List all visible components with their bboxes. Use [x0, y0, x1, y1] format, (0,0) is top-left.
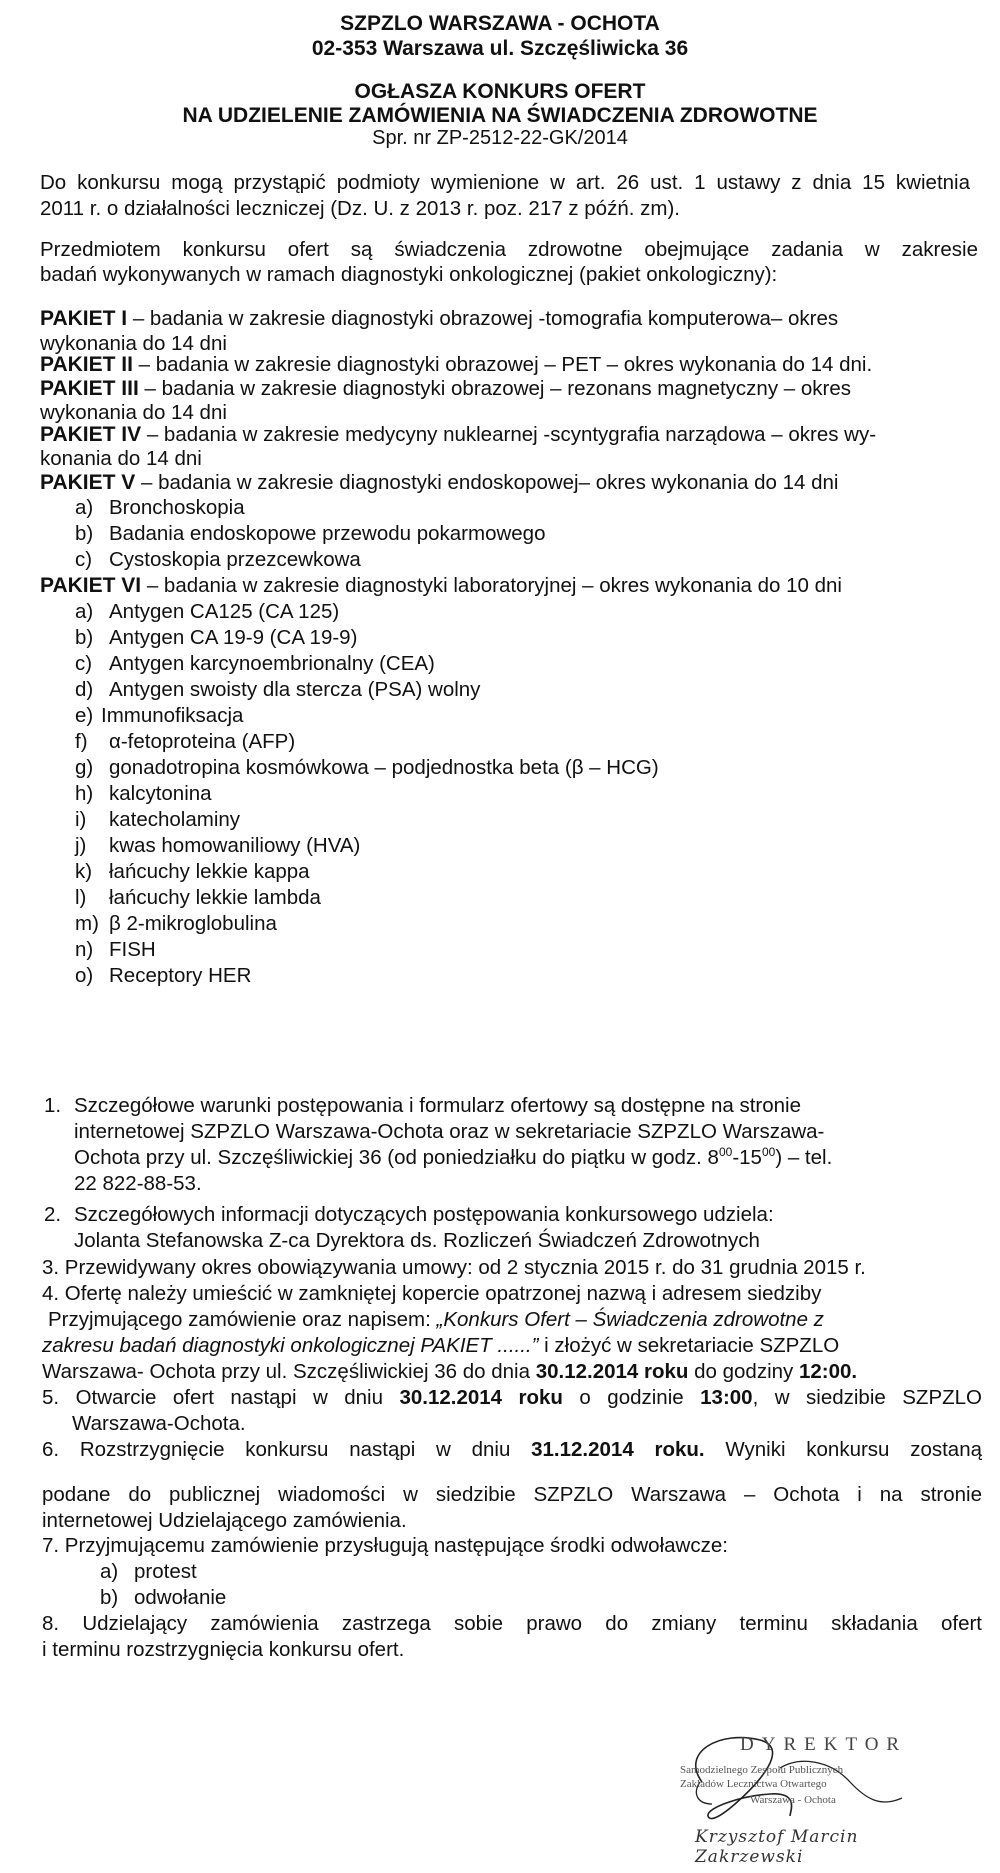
point-7-list: [100, 1559, 226, 1611]
list-item: c) Cystoskopia przezcewkowa: [75, 548, 361, 571]
point-5: 5. Otwarcie ofert nastąpi w dniu 30.12.2014 roku o godzinie 13:00, w siedzibie SZPZLO Warszawa-Ochota.: [42, 1386, 982, 1435]
point-8: 8. Udzielający zamówienia zastrzega sobie prawo do zmiany terminu składania ofert i terminu rozstrzygnięcia konkursu ofert.: [42, 1612, 982, 1661]
list-item: l) łańcuchy lekkie lambda: [75, 886, 321, 909]
package-3: [40, 376, 851, 402]
package-3-line-2: wykonania do 14 dni: [40, 401, 227, 424]
package-4-desc: – badania w zakresie medycyny nuklearnej -scyntygrafia narządowa – okres wy-: [141, 423, 877, 446]
list-item: g) gonadotropina kosmówkowa – podjednostka beta (β – HCG): [75, 756, 659, 779]
list-item: j) kwas homowaniliowy (HVA): [75, 834, 361, 857]
point-3: 3. Przewidywany okres obowiązywania umowy: od 2 stycznia 2015 r. do 31 grudnia 2015 r.: [42, 1256, 866, 1279]
list-item: n) FISH: [75, 938, 156, 961]
package-2: [40, 352, 872, 378]
organization-name: SZPZLO WARSZAWA - OCHOTA: [340, 12, 660, 35]
package-4-label: PAKIET IV: [40, 423, 142, 446]
point-1: 1. Szczegółowe warunki postępowania i formularz ofertowy są dostępne na stronie internetowej SZPZLO Warszawa-Ochota oraz w sekretariacie SZPZLO Warszawa- Ochota przy ul. Szczęśliwickiej 36 (od poniedziałku do piątku w godz. $8^{00}-15^{00}$) – tel. 22 822-88-53.: [44, 1094, 833, 1195]
package-5-list: [75, 495, 546, 573]
package-5: [40, 470, 838, 496]
package-6-label: PAKIET VI: [40, 574, 142, 597]
list-item: o) Receptory HER: [75, 964, 252, 987]
list-item: b) odwołanie: [100, 1586, 227, 1609]
list-item: h) kalcytonina: [75, 782, 212, 805]
package-1-label: PAKIET I: [40, 307, 128, 330]
announcement-subtitle: NA UDZIELENIE ZAMÓWIENIA NA ŚWIADCZENIA ZDROWOTNE: [182, 104, 818, 127]
point-2: 2. Szczegółowych informacji dotyczących postępowania konkursowego udziela: Jolanta Stefanowska Z-ca Dyrektora ds. Rozliczeń Świadczeń Zdrowotnych: [44, 1203, 774, 1252]
list-item: a) Bronchoskopia: [75, 496, 245, 519]
package-2-label: PAKIET II: [40, 353, 133, 376]
point-6: 6. Rozstrzygnięcie konkursu nastąpi w dniu 31.12.2014 roku. Wyniki konkursu zostaną: [42, 1438, 982, 1461]
list-item: d) Antygen swoisty dla stercza (PSA) wolny: [75, 678, 481, 701]
signature-block: [640, 1712, 960, 1867]
package-1-line-2: wykonania do 14 dni: [40, 332, 227, 355]
list-item: b) Antygen CA 19-9 (CA 19-9): [75, 626, 358, 649]
subject-line-2: badań wykonywanych w ramach diagnostyki onkologicznej (pakiet onkologiczny):: [40, 263, 778, 286]
list-item: e) Immunofiksacja: [75, 704, 244, 727]
point-7: 7. Przyjmującemu zamówienie przysługują następujące środki odwoławcze:: [42, 1534, 728, 1557]
list-item: a) Antygen CA125 (CA 125): [75, 600, 340, 623]
package-6-desc: – badania w zakresie diagnostyki laboratoryjnej – okres wykonania do 10 dni: [141, 574, 842, 597]
package-5-desc: – badania w zakresie diagnostyki endoskopowej– okres wykonania do 14 dni: [135, 471, 839, 494]
point-4: 4. Ofertę należy umieścić w zamkniętej kopercie opatrzonej nazwą i adresem siedziby Przyjmującego zamówienie oraz napisem: „Konkurs Ofert – Świadczenia zdrowotne z zakresu badań diagnostyki onkologicznej PAKIET ......” i złożyć w sekretariacie SZPZLO Warszawa- Ochota przy ul. Szczęśliwickiej 36 do dnia 30.12.2014 roku do godziny 12:00.: [42, 1282, 858, 1383]
list-item: i) katecholaminy: [75, 808, 241, 831]
stamp-title: DYREKTOR: [740, 1734, 908, 1755]
package-5-label: PAKIET V: [40, 471, 136, 494]
package-2-desc: – badania w zakresie diagnostyki obrazowej – PET – okres wykonania do 14 dni.: [132, 353, 873, 376]
stamp-line-3: Warszawa - Ochota: [750, 1794, 836, 1806]
stamp-line-1: Samodzielnego Zespołu Publicznych: [680, 1764, 844, 1776]
point-6-continued: podane do publicznej wiadomości w siedzibie SZPZLO Warszawa – Ochota i na stronie internetowej Udzielającego zamówienia.: [42, 1483, 982, 1532]
list-item: m) β 2-mikroglobulina: [75, 912, 277, 935]
package-3-label: PAKIET III: [40, 377, 139, 400]
package-1-desc: – badania w zakresie diagnostyki obrazowej -tomografia komputerowa– okres: [127, 307, 839, 330]
package-1: [40, 306, 838, 332]
list-item: a) protest: [100, 1560, 197, 1583]
package-4-line-2: konania do 14 dni: [40, 447, 202, 470]
list-item: c) Antygen karcynoembrionalny (CEA): [75, 652, 435, 675]
subject-line-1: Przedmiotem konkursu ofert są świadczenia zdrowotne obejmujące zadania w zakresie: [40, 238, 978, 261]
list-item: b) Badania endoskopowe przewodu pokarmowego: [75, 522, 546, 545]
eligibility-line-1: Do konkursu mogą przystąpić podmioty wymienione w art. 26 ust. 1 ustawy z dnia 15 kwietnia: [40, 171, 970, 194]
package-6-list: [75, 599, 659, 989]
stamp-line-2: Zakładów Lecznictwa Otwartego: [680, 1778, 827, 1790]
list-item: f) α-fetoproteina (AFP): [75, 730, 296, 753]
package-4: [40, 422, 876, 448]
announcement-title: OGŁASZA KONKURS OFERT: [354, 80, 646, 103]
package-3-desc: – badania w zakresie diagnostyki obrazowej – rezonans magnetyczny – okres: [138, 377, 851, 400]
package-6: [40, 573, 842, 599]
list-item: k) łańcuchy lekkie kappa: [75, 860, 310, 883]
eligibility-line-2: 2011 r. o działalności leczniczej (Dz. U. z 2013 r. poz. 217 z późń. zm).: [40, 197, 680, 220]
signatory-name: Krzysztof Marcin Zakrzewski: [695, 1827, 859, 1867]
organization-address: 02-353 Warszawa ul. Szczęśliwicka 36: [311, 37, 689, 60]
reference-number: Spr. nr ZP-2512-22-GK/2014: [372, 127, 628, 149]
